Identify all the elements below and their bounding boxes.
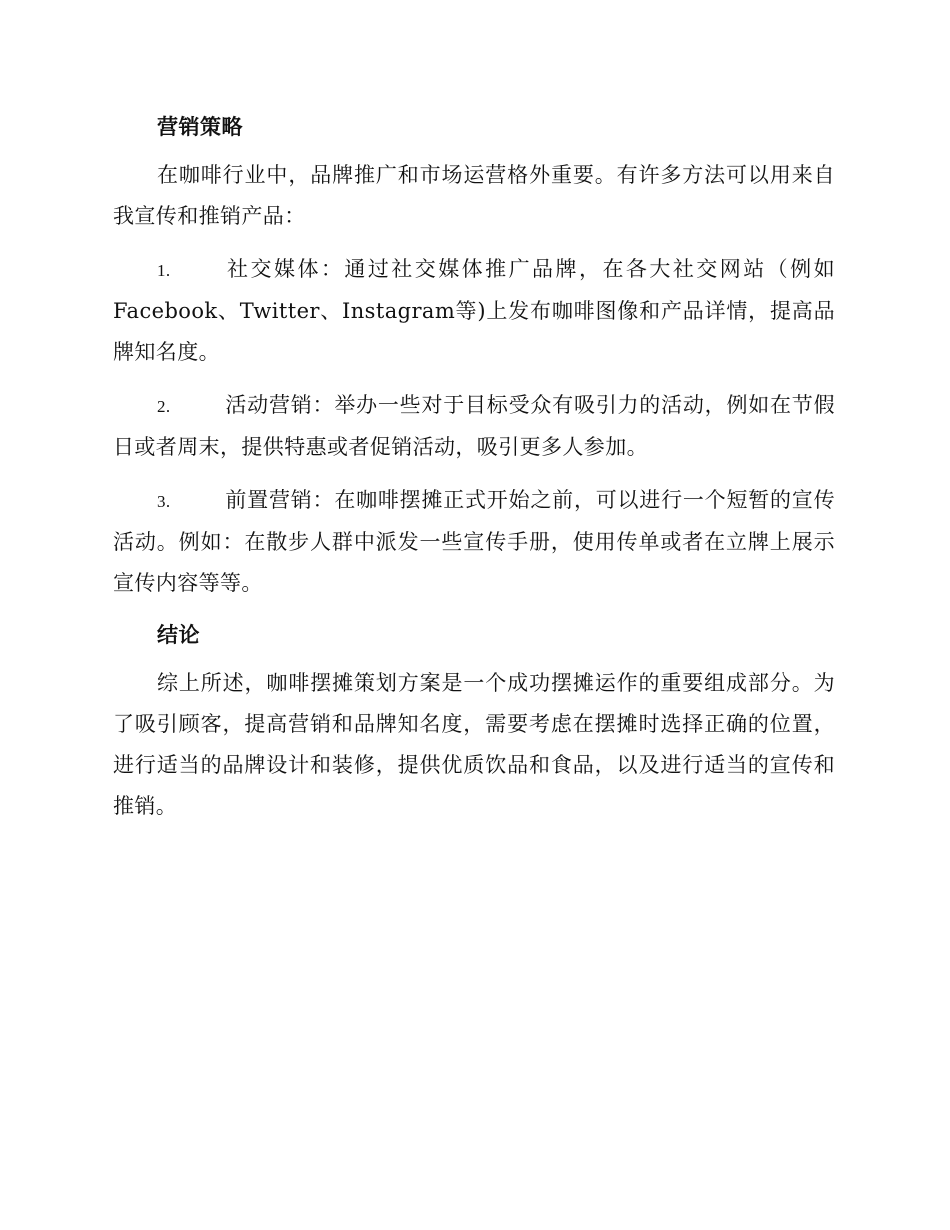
list-item-text: 活动营销：举办一些对于目标受众有吸引力的活动，例如在节假日或者周末，提供特惠或者促销活动，吸引更多人参加。	[113, 393, 835, 459]
list-item	[113, 480, 835, 604]
document-page	[113, 108, 835, 839]
list-item-text: 前置营销：在咖啡摆摊正式开始之前，可以进行一个短暂的宣传活动。例如：在散步人群中派发一些宣传手册，使用传单或者在立牌上展示宣传内容等等。	[113, 488, 835, 595]
list-item	[113, 385, 835, 468]
list-item-number: 3.	[157, 492, 171, 511]
marketing-intro-paragraph: 在咖啡行业中，品牌推广和市场运营格外重要。有许多方法可以用来自我宣传和推销产品：	[113, 163, 835, 228]
list-item-number: 2.	[157, 397, 171, 416]
section-heading-marketing: 营销策略	[157, 114, 243, 139]
conclusion-paragraph: 综上所述，咖啡摆摊策划方案是一个成功摆摊运作的重要组成部分。为了吸引顾客，提高营销和品牌知名度，需要考虑在摆摊时选择正确的位置，进行适当的品牌设计和装修，提供优质饮品和食品，以及进行适当的宣传和推销。	[113, 671, 835, 818]
list-item-text: 社交媒体：通过社交媒体推广品牌，在各大社交网站（例如Facebook、Twitter、Instagram等)上发布咖啡图像和产品详情，提高品牌知名度。	[113, 257, 835, 364]
list-item	[113, 249, 835, 373]
list-item-number: 1.	[157, 261, 171, 280]
section-heading-conclusion: 结论	[157, 622, 200, 647]
